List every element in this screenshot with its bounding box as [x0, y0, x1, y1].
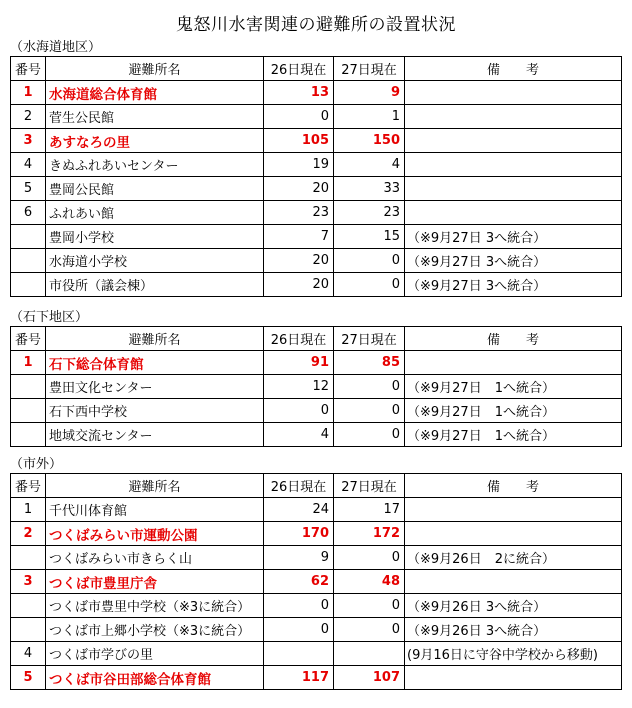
count-27: 0	[334, 594, 405, 618]
count-26	[264, 642, 334, 666]
header-shelter-name: 避難所名	[46, 327, 264, 351]
header-count-26: 26日現在	[264, 57, 334, 81]
remarks	[405, 351, 622, 375]
row-number: 4	[11, 642, 46, 666]
page-title: 鬼怒川水害関連の避難所の設置状況	[176, 15, 456, 35]
shelter-name: きぬふれあいセンター	[46, 153, 264, 177]
row-number: 4	[11, 153, 46, 177]
row-number: 6	[11, 201, 46, 225]
count-27: 150	[334, 129, 405, 153]
count-26: 9	[264, 546, 334, 570]
shelter-name: つくば市上郷小学校（※3に統合）	[46, 618, 264, 642]
table-row	[11, 201, 622, 225]
shelter-name: 市役所（議会棟）	[46, 273, 264, 297]
row-number: 5	[11, 666, 46, 690]
count-26: 7	[264, 225, 334, 249]
shelter-name: つくば市学びの里	[46, 642, 264, 666]
count-26: 0	[264, 399, 334, 423]
row-number	[11, 618, 46, 642]
count-27: 17	[334, 498, 405, 522]
shelter-name: 千代川体育館	[46, 498, 264, 522]
shelter-name: 菅生公民館	[46, 105, 264, 129]
count-26: 170	[264, 522, 334, 546]
count-27	[334, 642, 405, 666]
count-26: 20	[264, 273, 334, 297]
table-header-row	[11, 57, 622, 81]
header-number: 番号	[11, 327, 46, 351]
row-number: 1	[11, 81, 46, 105]
count-27: 0	[334, 249, 405, 273]
remarks: （※9月27日 3へ統合）	[405, 273, 622, 297]
remarks	[405, 105, 622, 129]
shelter-name: 水海道小学校	[46, 249, 264, 273]
shelter-name: ふれあい館	[46, 201, 264, 225]
row-number: 5	[11, 177, 46, 201]
remarks: （※9月26日 2に統合）	[405, 546, 622, 570]
table-row	[11, 594, 622, 618]
count-26: 19	[264, 153, 334, 177]
table-row	[11, 129, 622, 153]
count-26: 0	[264, 105, 334, 129]
count-27: 0	[334, 546, 405, 570]
count-27: 1	[334, 105, 405, 129]
shelter-name: つくばみらい市きらく山	[46, 546, 264, 570]
table-row	[11, 273, 622, 297]
header-count-26: 26日現在	[264, 327, 334, 351]
table-row	[11, 399, 622, 423]
count-27: 0	[334, 399, 405, 423]
count-27: 23	[334, 201, 405, 225]
table-header-row	[11, 474, 622, 498]
count-26: 4	[264, 423, 334, 447]
count-27: 15	[334, 225, 405, 249]
header-remarks: 備 考	[405, 474, 622, 498]
remarks	[405, 153, 622, 177]
remarks: （※9月27日 1へ統合）	[405, 375, 622, 399]
remarks	[405, 570, 622, 594]
count-26: 0	[264, 594, 334, 618]
table-row	[11, 351, 622, 375]
row-number	[11, 375, 46, 399]
header-remarks: 備 考	[405, 57, 622, 81]
remarks	[405, 522, 622, 546]
table-row	[11, 642, 622, 666]
section-label-outside-city: （市外）	[10, 457, 63, 472]
count-26: 20	[264, 249, 334, 273]
remarks: （※9月26日 3へ統合）	[405, 618, 622, 642]
row-number	[11, 225, 46, 249]
count-27: 4	[334, 153, 405, 177]
shelter-name: つくばみらい市運動公園	[46, 522, 264, 546]
row-number	[11, 249, 46, 273]
shelter-table-ishige	[10, 326, 622, 447]
table-row	[11, 105, 622, 129]
row-number: 1	[11, 351, 46, 375]
row-number: 2	[11, 105, 46, 129]
remarks: （※9月26日 3へ統合）	[405, 594, 622, 618]
count-27: 0	[334, 423, 405, 447]
remarks: （※9月27日 3へ統合）	[405, 249, 622, 273]
remarks	[405, 81, 622, 105]
shelter-name: 豊岡小学校	[46, 225, 264, 249]
row-number: 3	[11, 570, 46, 594]
section-label-mitsukaido: （水海道地区）	[10, 40, 102, 55]
count-26: 105	[264, 129, 334, 153]
section-label-ishige: （石下地区）	[10, 310, 89, 325]
table-row	[11, 618, 622, 642]
shelter-name: 豊岡公民館	[46, 177, 264, 201]
shelter-name: 水海道総合体育館	[46, 81, 264, 105]
count-27: 85	[334, 351, 405, 375]
count-26: 0	[264, 618, 334, 642]
shelter-name: あすなろの里	[46, 129, 264, 153]
count-26: 20	[264, 177, 334, 201]
table-row	[11, 225, 622, 249]
header-shelter-name: 避難所名	[46, 57, 264, 81]
table-row	[11, 522, 622, 546]
remarks: （※9月27日 3へ統合）	[405, 225, 622, 249]
table-row	[11, 423, 622, 447]
remarks	[405, 498, 622, 522]
count-26: 62	[264, 570, 334, 594]
header-count-26: 26日現在	[264, 474, 334, 498]
row-number: 1	[11, 498, 46, 522]
header-count-27: 27日現在	[334, 57, 405, 81]
shelter-table-outside-city	[10, 473, 622, 690]
table-row	[11, 375, 622, 399]
header-count-27: 27日現在	[334, 327, 405, 351]
shelter-table-mitsukaido	[10, 56, 622, 297]
count-27: 0	[334, 273, 405, 297]
header-count-27: 27日現在	[334, 474, 405, 498]
row-number	[11, 594, 46, 618]
table-row	[11, 666, 622, 690]
shelter-name: 石下西中学校	[46, 399, 264, 423]
table-header-row	[11, 327, 622, 351]
row-number	[11, 423, 46, 447]
shelter-name: つくば市谷田部総合体育館	[46, 666, 264, 690]
table-row	[11, 153, 622, 177]
remarks	[405, 177, 622, 201]
count-27: 9	[334, 81, 405, 105]
count-27: 33	[334, 177, 405, 201]
count-27: 0	[334, 618, 405, 642]
shelter-name: つくば市豊里庁舎	[46, 570, 264, 594]
count-26: 117	[264, 666, 334, 690]
remarks	[405, 201, 622, 225]
remarks: （※9月27日 1へ統合）	[405, 399, 622, 423]
row-number: 3	[11, 129, 46, 153]
remarks: (9月16日に守谷中学校から移動)	[405, 642, 622, 666]
count-27: 48	[334, 570, 405, 594]
row-number	[11, 399, 46, 423]
count-26: 24	[264, 498, 334, 522]
remarks	[405, 129, 622, 153]
row-number: 2	[11, 522, 46, 546]
count-27: 172	[334, 522, 405, 546]
table-row	[11, 498, 622, 522]
header-remarks: 備 考	[405, 327, 622, 351]
remarks: （※9月27日 1へ統合）	[405, 423, 622, 447]
count-27: 0	[334, 375, 405, 399]
table-row	[11, 81, 622, 105]
table-row	[11, 570, 622, 594]
header-number: 番号	[11, 474, 46, 498]
count-27: 107	[334, 666, 405, 690]
shelter-name: 石下総合体育館	[46, 351, 264, 375]
row-number	[11, 546, 46, 570]
count-26: 91	[264, 351, 334, 375]
header-shelter-name: 避難所名	[46, 474, 264, 498]
header-number: 番号	[11, 57, 46, 81]
shelter-name: つくば市豊里中学校（※3に統合）	[46, 594, 264, 618]
row-number	[11, 273, 46, 297]
shelter-name: 豊田文化センター	[46, 375, 264, 399]
remarks	[405, 666, 622, 690]
table-row	[11, 546, 622, 570]
table-row	[11, 177, 622, 201]
table-row	[11, 249, 622, 273]
count-26: 12	[264, 375, 334, 399]
shelter-name: 地域交流センター	[46, 423, 264, 447]
count-26: 23	[264, 201, 334, 225]
count-26: 13	[264, 81, 334, 105]
